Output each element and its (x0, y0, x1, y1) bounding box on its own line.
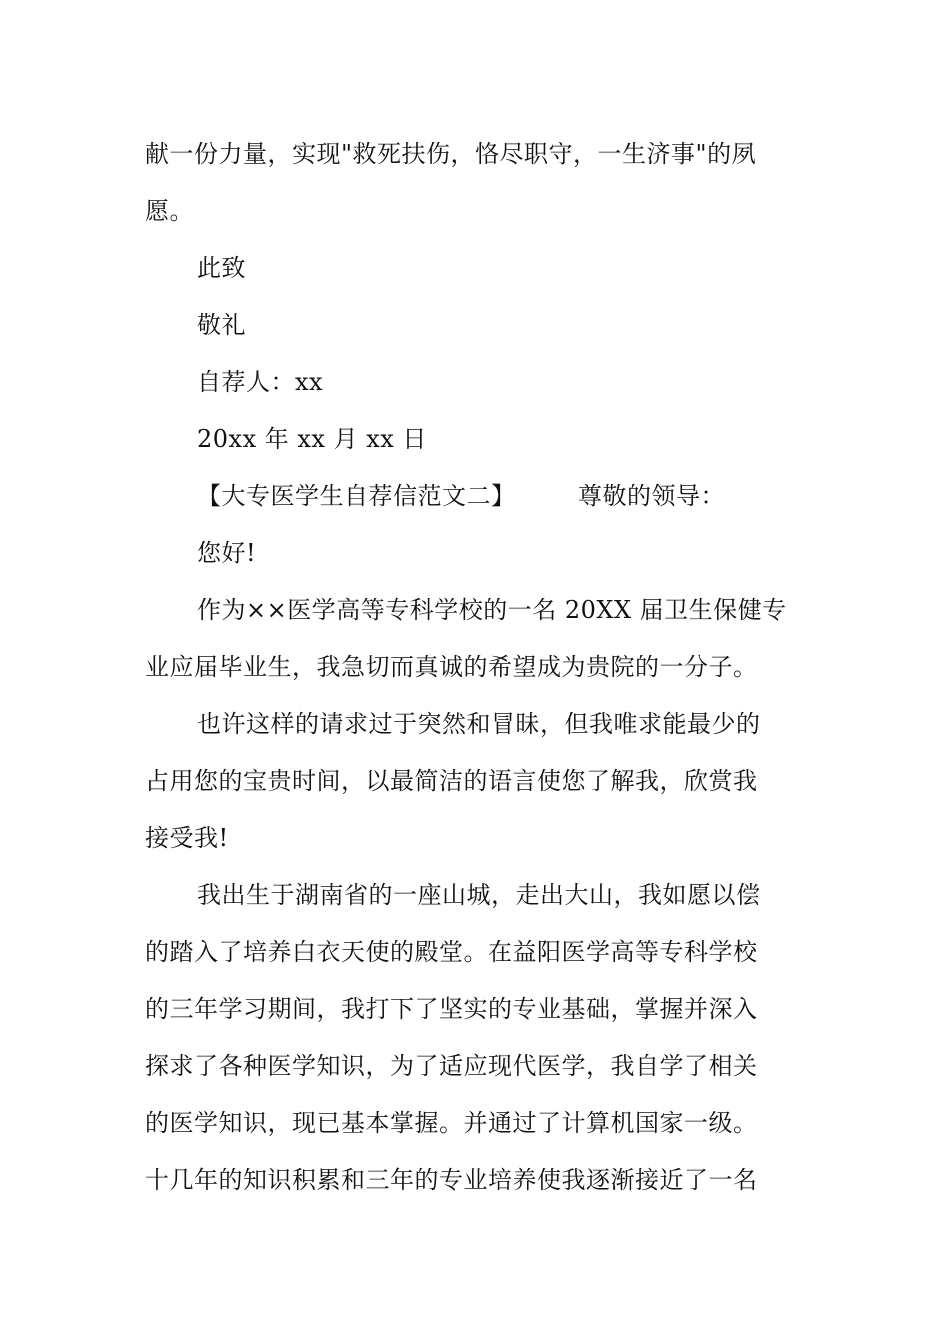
text-line: 占用您的宝贵时间，以最简洁的语言使您了解我，欣赏我 (145, 767, 758, 795)
closing-salutation: 此致 (197, 254, 246, 282)
section-heading: 【大专医学生自荐信范文二】 (197, 482, 516, 510)
text-line: 愿。 (145, 197, 194, 225)
text-line: 十几年的知识积累和三年的专业培养使我逐渐接近了一名 (145, 1166, 758, 1194)
closing-regards: 敬礼 (197, 311, 246, 339)
signature-line: 自荐人：xx (197, 368, 324, 396)
date-line: 20xx 年 xx 月 xx 日 (197, 425, 427, 453)
text-line: 我出生于湖南省的一座山城，走出大山，我如愿以偿 (197, 881, 761, 909)
text-line: 也许这样的请求过于突然和冒昧，但我唯求能最少的 (197, 710, 761, 738)
text-line: 接受我! (145, 824, 229, 852)
text-line: 业应届毕业生，我急切而真诚的希望成为贵院的一分子。 (145, 653, 758, 681)
text-line: 探求了各种医学知识，为了适应现代医学，我自学了相关 (145, 1052, 758, 1080)
letter-salutation: 尊敬的领导： (578, 482, 725, 510)
text-line: 的三年学习期间，我打下了坚实的专业基础，掌握并深入 (145, 995, 758, 1023)
text-line: 的医学知识，现已基本掌握。并通过了计算机国家一级。 (145, 1109, 758, 1137)
text-line: 作为××医学高等专科学校的一名 20XX 届卫生保健专 (197, 596, 787, 624)
text-line: 的踏入了培养白衣天使的殿堂。在益阳医学高等专科学校 (145, 938, 758, 966)
greeting-line: 您好! (197, 539, 257, 567)
text-line: 献一份力量，实现"救死扶伤，恪尽职守，一生济事"的夙 (145, 140, 757, 168)
